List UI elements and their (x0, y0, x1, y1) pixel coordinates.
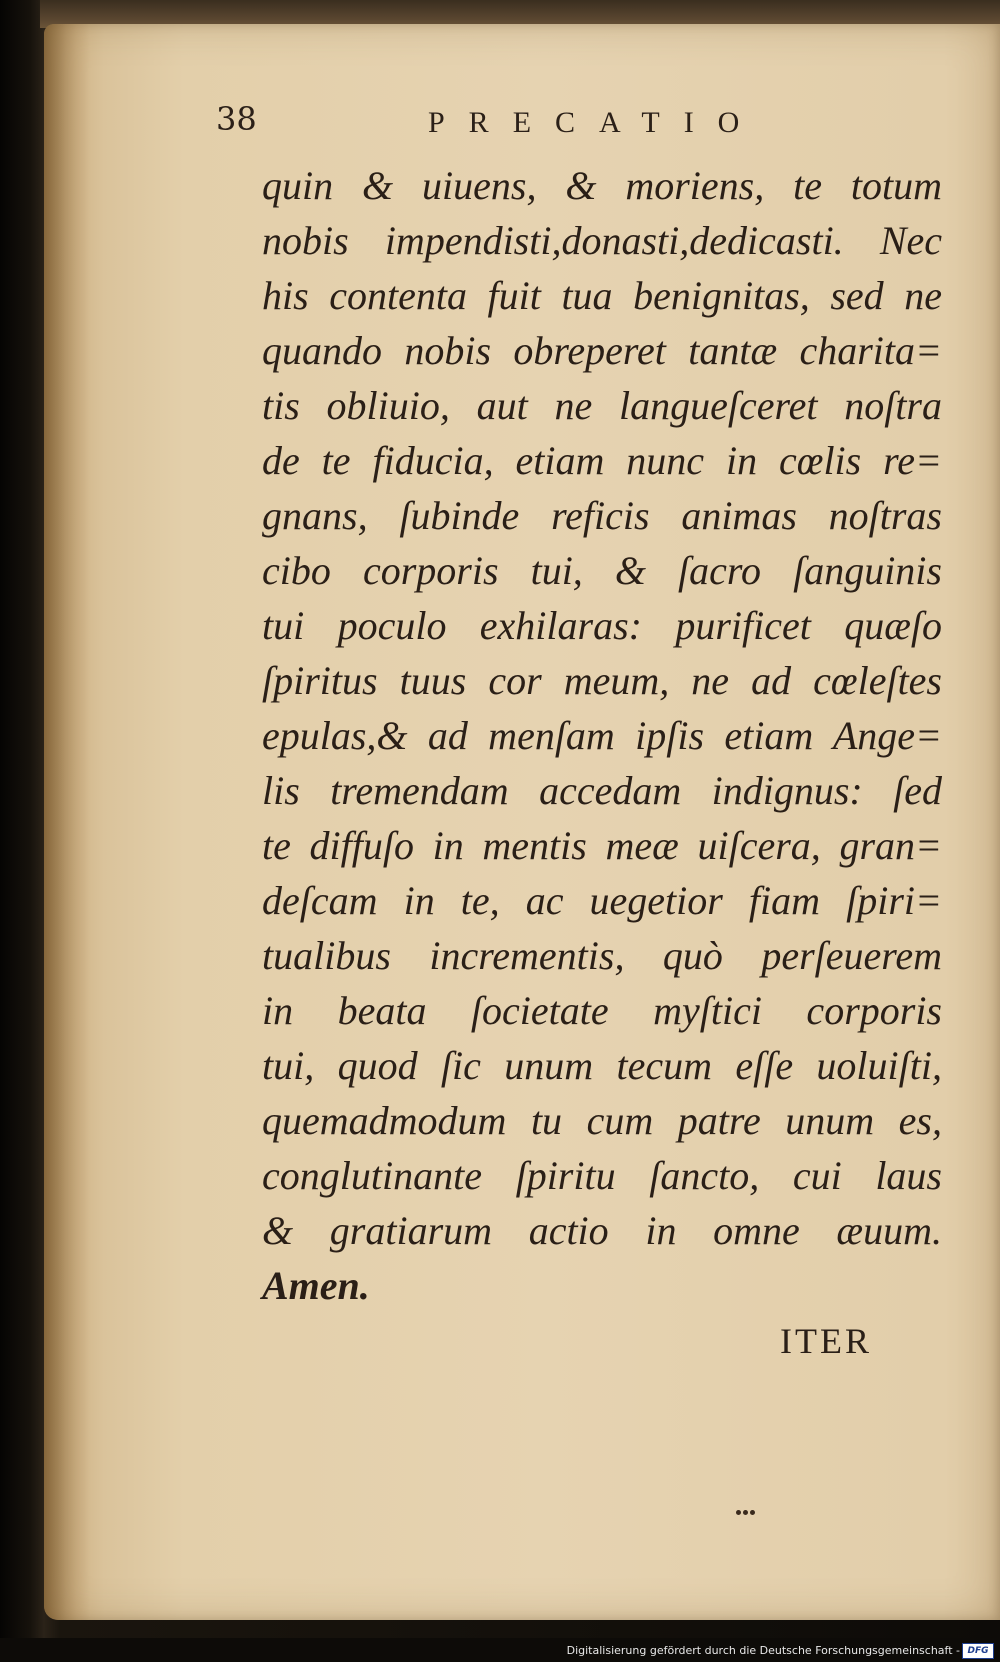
text-line: tis obliuio, aut ne langueſceret noſtra (262, 383, 942, 428)
text-line: de te fiducia, etiam nunc in cœlis re= (262, 438, 942, 483)
text-line: his contenta fuit tua benignitas, sed ne (262, 273, 942, 318)
running-title: PRECATIO (428, 106, 764, 139)
text-line: lis tremendam accedam indignus: ſed (262, 768, 942, 813)
text-line: ſpiritus tuus cor meum, ne ad cœleſtes (262, 658, 942, 703)
text-line: tui poculo exhilaras: purificet quæſo (262, 603, 942, 648)
text-line: cibo corporis tui, & ſacro ſanguinis (262, 548, 942, 593)
page-header (216, 98, 776, 148)
text-line-closing: Amen. (262, 1263, 370, 1308)
text-line: tui, quod ſic unum tecum eſſe uoluiſti, (262, 1043, 942, 1088)
text-line: in beata ſocietate myſtici corporis (262, 988, 942, 1033)
text-line: quin & uiuens, & moriens, te totum (262, 163, 942, 208)
text-line: nobis impendisti,donasti,dedicasti. Nec (262, 218, 942, 263)
text-line: epulas,& ad menſam ipſis etiam Ange= (262, 713, 942, 758)
catchword: ITER (780, 1321, 872, 1361)
digitization-credit: Digitalisierung gefördert durch die Deutsche Forschungsgemeinschaft - (566, 1644, 960, 1657)
dfg-logo-icon: DFG (962, 1643, 994, 1659)
signature-mark (736, 1500, 758, 1508)
text-line: tualibus incrementis, quò perſeuerem (262, 933, 942, 978)
text-line: deſcam in te, ac uegetior fiam ſpiri= (262, 878, 942, 923)
prayer-text (262, 158, 942, 1313)
text-line: quemadmodum tu cum patre unum es, (262, 1098, 942, 1143)
page-number: 38 (216, 100, 257, 138)
text-line: te diffuſo in mentis meæ uiſcera, gran= (262, 823, 942, 868)
text-line: gnans, ſubinde reficis animas noſtras (262, 493, 942, 538)
text-line: quando nobis obreperet tantæ charita= (262, 328, 942, 373)
text-line: & gratiarum actio in omne æuum. (262, 1208, 942, 1253)
text-line: conglutinante ſpiritu ſancto, cui laus (262, 1153, 942, 1198)
